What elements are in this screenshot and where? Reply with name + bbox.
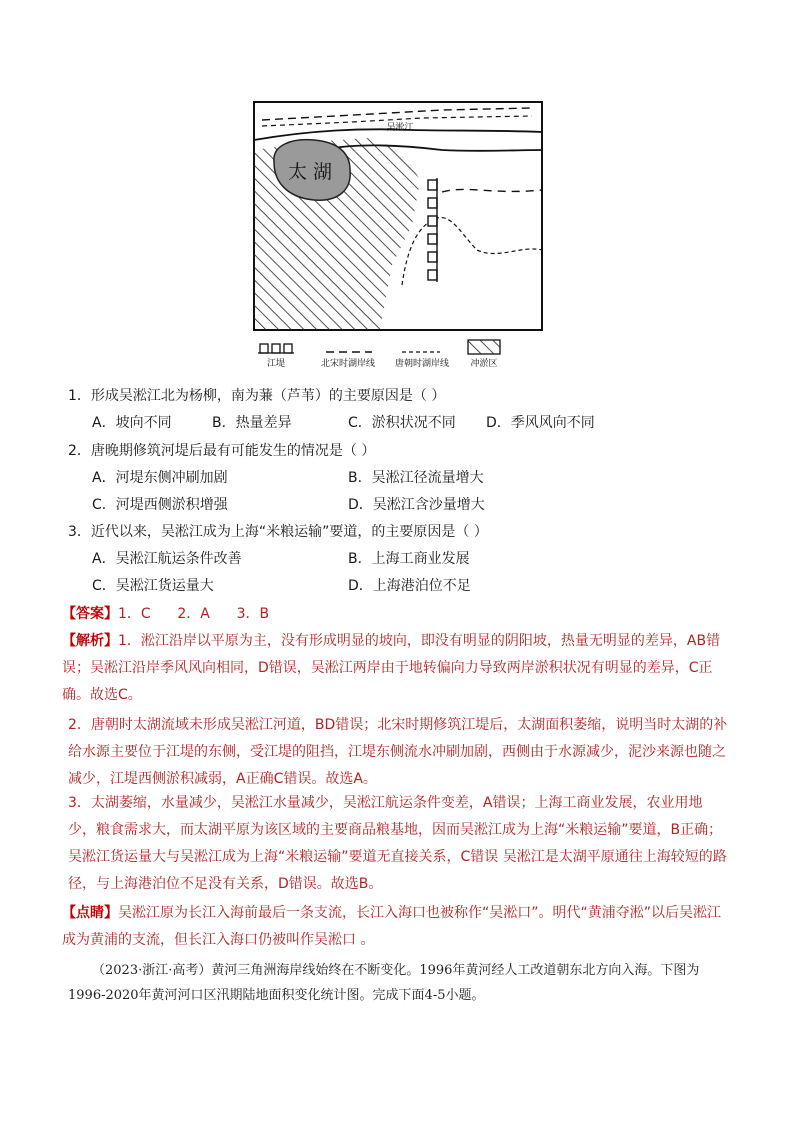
highlight-text: 吴淞江原为长江入海前最后一条支流，长江入海口也被称作“吴淞口”。明代“黄浦夺淞”以后吴淞江成为黄浦的支流，但长江入海口仍被叫作吴淞口 。 (62, 905, 722, 948)
q2-option-d: D．吴淞江含沙量增大 (348, 497, 485, 513)
q3-option-b: B．上海工商业发展 (348, 551, 470, 567)
q1-option-b: B．热量差异 (212, 415, 292, 431)
analysis-block (62, 628, 728, 709)
q2-option-c: C．河堤西侧淤积增强 (92, 497, 228, 513)
analysis-p1: 【解析】1．淞江沿岸以平原为主，没有形成明显的坡向，即没有明显的阴阳坡，热量无明显的差异，AB错误；吴淞江沿岸季风风向相同，D错误，吴淞江两岸由于地转偏向力导致两岸淤积状况有明显的差异，C正确。故选C。 (62, 633, 721, 703)
river-label: 吴淞江 (386, 123, 414, 133)
legend-silt-symbol (468, 340, 500, 354)
answer-label: 【答案】 (62, 606, 118, 622)
q2-option-a: A．河堤东侧冲刷加剧 (92, 470, 228, 486)
q3-option-d: D．上海港泊位不足 (348, 578, 471, 594)
answer-line (62, 604, 269, 624)
q1-option-d: D．季风风向不同 (486, 415, 595, 431)
highlight-block (62, 900, 728, 954)
q1-option-c: C．淤积状况不同 (348, 415, 456, 431)
legend-song-label: 北宋时湖岸线 (320, 359, 376, 369)
question-2-stem: 2．唐晚期修筑河堤后最有可能发生的情况是（ ） (68, 443, 376, 459)
q3-option-c: C．吴淞江货运量大 (92, 578, 214, 594)
question-1-stem: 1．形成吴淞江北为杨柳，南为蒹（芦苇）的主要原因是（ ） (68, 388, 446, 404)
answer-text: 1．C 2．A 3．B (118, 606, 270, 622)
analysis-p3: 3．太湖萎缩，水量减少，吴淞江水量减少，吴淞江航运条件变差，A错误；上海工商业发展，农业用地少，粮食需求大，而太湖平原为该区域的主要商品粮基地，因而吴淞江成为上海“米粮运输”要道，B正确；吴淞江货运量大与吴淞江成为上海“米粮运输”要道无直接关系，C错误 吴淞江是太湖平原通往上海较短的路径，与上海港泊位不足没有关系，D错误。故选B。 (68, 795, 727, 892)
legend-tang-label: 唐朝时湖岸线 (394, 359, 450, 369)
analysis-label: 【解析】 (62, 633, 118, 649)
q3-option-a: A．吴淞江航运条件改善 (92, 551, 242, 567)
legend-levee-label: 江堤 (266, 359, 286, 369)
q1-option-a: A．坡向不同 (92, 415, 172, 431)
next-question-intro: （2023·浙江·高考）黄河三角洲海岸线始终在不断变化。1996年黄河经人工改道朝东北方向入海。下图为1996-2020年黄河河口区汛期陆地面积变化统计图。完成下面4-5小题。 (68, 963, 700, 1003)
legend-silt-label: 冲淤区 (470, 359, 498, 369)
legend (258, 340, 500, 369)
analysis-p2: 2．唐朝时太湖流域未形成吴淞江河道，BD错误；北宋时期修筑江堤后，太湖面积萎缩，说明当时太湖的补给水源主要位于江堤的东侧，受江堤的阻挡，江堤东侧流水冲刷加剧，西侧由于水源减少，泥沙来源也随之减少，江堤西侧淤积减弱，A正确C错误。故选A。 (68, 717, 728, 787)
q2-option-b: B．吴淞江径流量增大 (348, 470, 484, 486)
highlight-label: 【点睛】 (62, 905, 118, 921)
taihu-wusongjiang-map (252, 100, 544, 370)
question-3-stem: 3．近代以来，吴淞江成为上海“米粮运输”要道，的主要原因是（ ） (68, 524, 488, 540)
lake-label: 太 湖 (287, 161, 333, 183)
legend-levee-symbol (258, 344, 294, 353)
